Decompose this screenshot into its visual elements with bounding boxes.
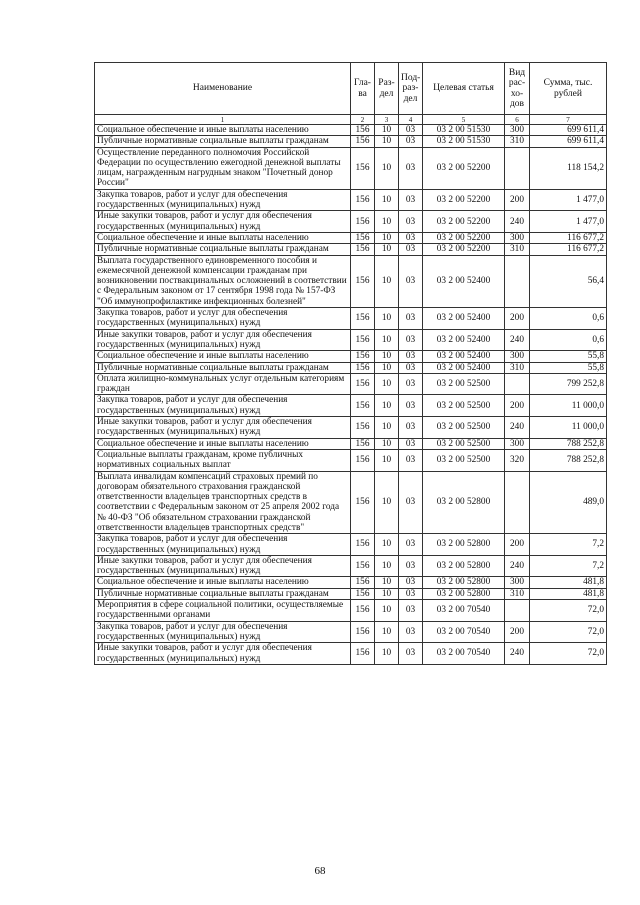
table-row [95, 471, 607, 534]
row-target-article: 03 2 00 51530 [423, 125, 505, 136]
row-expense-type: 310 [505, 136, 530, 147]
row-target-article: 03 2 00 52400 [423, 362, 505, 373]
row-podrazdel: 03 [399, 147, 423, 189]
row-amount: 489,0 [530, 471, 607, 534]
row-expense-type [505, 600, 530, 622]
row-glava: 156 [351, 417, 375, 439]
row-name: Социальные выплаты гражданам, кроме публичных нормативных социальных выплат [95, 449, 351, 471]
row-expense-type: 300 [505, 232, 530, 243]
row-target-article: 03 2 00 52200 [423, 244, 505, 255]
row-expense-type: 300 [505, 125, 530, 136]
row-razdel: 10 [375, 351, 399, 362]
table-row [95, 621, 607, 643]
header-row [95, 63, 607, 115]
row-expense-type: 200 [505, 621, 530, 643]
row-expense-type: 240 [505, 643, 530, 665]
row-target-article: 03 2 00 52500 [423, 373, 505, 395]
header-name: Наименование [95, 63, 351, 115]
row-podrazdel: 03 [399, 555, 423, 577]
row-amount: 1 477,0 [530, 189, 607, 211]
row-amount: 0,6 [530, 308, 607, 330]
row-name: Иные закупки товаров, работ и услуг для обеспечения государственных (муниципальных) нужд [95, 329, 351, 351]
row-razdel: 10 [375, 621, 399, 643]
row-expense-type: 200 [505, 308, 530, 330]
column-number: 7 [530, 115, 607, 125]
row-amount: 0,6 [530, 329, 607, 351]
row-expense-type [505, 471, 530, 534]
row-glava: 156 [351, 588, 375, 599]
header-statya: Целевая статья [423, 63, 505, 115]
table-row [95, 308, 607, 330]
row-target-article: 03 2 00 52200 [423, 147, 505, 189]
row-glava: 156 [351, 232, 375, 243]
row-name: Иные закупки товаров, работ и услуг для обеспечения государственных (муниципальных) нужд [95, 555, 351, 577]
row-podrazdel: 03 [399, 189, 423, 211]
row-amount: 481,8 [530, 577, 607, 588]
table-row [95, 395, 607, 417]
row-razdel: 10 [375, 438, 399, 449]
column-number: 4 [399, 115, 423, 125]
table-row [95, 136, 607, 147]
row-expense-type: 310 [505, 588, 530, 599]
row-name: Закупка товаров, работ и услуг для обеспечения государственных (муниципальных) нужд [95, 308, 351, 330]
row-amount: 56,4 [530, 255, 607, 307]
row-name: Публичные нормативные социальные выплаты гражданам [95, 244, 351, 255]
row-expense-type: 300 [505, 438, 530, 449]
row-expense-type [505, 373, 530, 395]
table-row [95, 417, 607, 439]
table-row [95, 577, 607, 588]
table-row [95, 125, 607, 136]
row-amount: 55,8 [530, 362, 607, 373]
row-razdel: 10 [375, 211, 399, 233]
row-razdel: 10 [375, 643, 399, 665]
row-target-article: 03 2 00 70540 [423, 600, 505, 622]
header-razdel: Раз-дел [375, 63, 399, 115]
row-glava: 156 [351, 189, 375, 211]
row-amount: 7,2 [530, 555, 607, 577]
table-row [95, 588, 607, 599]
row-glava: 156 [351, 600, 375, 622]
row-podrazdel: 03 [399, 449, 423, 471]
table-row [95, 600, 607, 622]
row-podrazdel: 03 [399, 255, 423, 307]
row-target-article: 03 2 00 52400 [423, 329, 505, 351]
row-name: Социальное обеспечение и иные выплаты населению [95, 125, 351, 136]
table-row [95, 351, 607, 362]
row-target-article: 03 2 00 52400 [423, 308, 505, 330]
row-glava: 156 [351, 211, 375, 233]
row-target-article: 03 2 00 52400 [423, 351, 505, 362]
row-glava: 156 [351, 534, 375, 556]
row-amount: 7,2 [530, 534, 607, 556]
row-target-article: 03 2 00 52800 [423, 577, 505, 588]
row-razdel: 10 [375, 362, 399, 373]
row-razdel: 10 [375, 189, 399, 211]
row-razdel: 10 [375, 534, 399, 556]
row-podrazdel: 03 [399, 211, 423, 233]
row-expense-type: 300 [505, 577, 530, 588]
row-glava: 156 [351, 555, 375, 577]
row-glava: 156 [351, 395, 375, 417]
row-glava: 156 [351, 373, 375, 395]
table-row [95, 373, 607, 395]
row-name: Иные закупки товаров, работ и услуг для обеспечения государственных (муниципальных) нужд [95, 211, 351, 233]
row-glava: 156 [351, 449, 375, 471]
row-glava: 156 [351, 471, 375, 534]
table-row [95, 438, 607, 449]
row-amount: 788 252,8 [530, 449, 607, 471]
row-razdel: 10 [375, 555, 399, 577]
row-amount: 116 677,2 [530, 232, 607, 243]
row-name: Осуществление переданного полномочия Российской Федерации по осуществлению ежегодной денежной выплаты лицам, награжденным нагрудным знаком "Почетный донор России" [95, 147, 351, 189]
row-glava: 156 [351, 255, 375, 307]
row-expense-type: 200 [505, 189, 530, 211]
row-razdel: 10 [375, 147, 399, 189]
table-row [95, 534, 607, 556]
page-number: 68 [314, 865, 326, 877]
row-glava: 156 [351, 308, 375, 330]
row-podrazdel: 03 [399, 588, 423, 599]
row-name: Публичные нормативные социальные выплаты гражданам [95, 136, 351, 147]
row-podrazdel: 03 [399, 534, 423, 556]
row-razdel: 10 [375, 588, 399, 599]
row-glava: 156 [351, 147, 375, 189]
row-razdel: 10 [375, 244, 399, 255]
row-razdel: 10 [375, 308, 399, 330]
row-target-article: 03 2 00 70540 [423, 643, 505, 665]
row-podrazdel: 03 [399, 471, 423, 534]
row-razdel: 10 [375, 577, 399, 588]
row-amount: 799 252,8 [530, 373, 607, 395]
row-name: Выплата инвалидам компенсаций страховых премий по договорам обязательного страхования гражданской ответственности владельцев транспортных средств в соответствии с Федеральным законом от 25 апреля 2002 года № 40-ФЗ "Об обязательном страховании гражданской ответственности владельцев транспортных средств" [95, 471, 351, 534]
table-row [95, 329, 607, 351]
row-razdel: 10 [375, 125, 399, 136]
row-amount: 699 611,4 [530, 125, 607, 136]
row-razdel: 10 [375, 329, 399, 351]
table-row [95, 211, 607, 233]
row-expense-type: 200 [505, 395, 530, 417]
row-podrazdel: 03 [399, 308, 423, 330]
row-amount: 55,8 [530, 351, 607, 362]
header-podrazdel: Под-раз-дел [399, 63, 423, 115]
row-name: Иные закупки товаров, работ и услуг для обеспечения государственных (муниципальных) нужд [95, 417, 351, 439]
row-amount: 11 000,0 [530, 395, 607, 417]
row-target-article: 03 2 00 52200 [423, 232, 505, 243]
row-razdel: 10 [375, 600, 399, 622]
row-podrazdel: 03 [399, 577, 423, 588]
table-row [95, 147, 607, 189]
row-name: Выплата государственного единовременного пособия и ежемесячной денежной компенсации гражданам при возникновении поствакцинальных осложнений в соответствии с Федеральным законом от 17 сентября 1998 года № 157-ФЗ "Об иммунопрофилактике инфекционных болезней" [95, 255, 351, 307]
row-target-article: 03 2 00 52500 [423, 449, 505, 471]
row-razdel: 10 [375, 373, 399, 395]
column-number: 3 [375, 115, 399, 125]
row-podrazdel: 03 [399, 438, 423, 449]
row-glava: 156 [351, 577, 375, 588]
row-name: Закупка товаров, работ и услуг для обеспечения государственных (муниципальных) нужд [95, 189, 351, 211]
row-expense-type: 240 [505, 211, 530, 233]
row-podrazdel: 03 [399, 373, 423, 395]
column-number-row [95, 115, 607, 125]
column-number: 5 [423, 115, 505, 125]
row-razdel: 10 [375, 471, 399, 534]
row-name: Социальное обеспечение и иные выплаты населению [95, 438, 351, 449]
header-vid: Вид рас-хо-дов [505, 63, 530, 115]
row-name: Публичные нормативные социальные выплаты гражданам [95, 362, 351, 373]
row-podrazdel: 03 [399, 395, 423, 417]
row-target-article: 03 2 00 52500 [423, 438, 505, 449]
row-glava: 156 [351, 621, 375, 643]
column-number: 6 [505, 115, 530, 125]
row-expense-type: 200 [505, 534, 530, 556]
row-expense-type: 320 [505, 449, 530, 471]
table-row [95, 244, 607, 255]
row-expense-type: 310 [505, 362, 530, 373]
row-razdel: 10 [375, 449, 399, 471]
row-podrazdel: 03 [399, 244, 423, 255]
row-target-article: 03 2 00 52200 [423, 211, 505, 233]
table-body [95, 125, 607, 665]
row-expense-type [505, 255, 530, 307]
row-glava: 156 [351, 136, 375, 147]
row-podrazdel: 03 [399, 621, 423, 643]
row-podrazdel: 03 [399, 600, 423, 622]
table-row [95, 189, 607, 211]
row-amount: 481,8 [530, 588, 607, 599]
row-expense-type: 310 [505, 244, 530, 255]
row-target-article: 03 2 00 51530 [423, 136, 505, 147]
row-target-article: 03 2 00 52800 [423, 471, 505, 534]
column-number: 2 [351, 115, 375, 125]
row-expense-type [505, 147, 530, 189]
row-razdel: 10 [375, 136, 399, 147]
budget-table [94, 62, 607, 665]
row-podrazdel: 03 [399, 136, 423, 147]
row-amount: 118 154,2 [530, 147, 607, 189]
row-name: Иные закупки товаров, работ и услуг для обеспечения государственных (муниципальных) нужд [95, 643, 351, 665]
row-target-article: 03 2 00 52800 [423, 555, 505, 577]
row-amount: 72,0 [530, 600, 607, 622]
table-row [95, 362, 607, 373]
table-row [95, 555, 607, 577]
row-razdel: 10 [375, 232, 399, 243]
row-podrazdel: 03 [399, 125, 423, 136]
row-razdel: 10 [375, 255, 399, 307]
row-amount: 72,0 [530, 643, 607, 665]
row-amount: 699 611,4 [530, 136, 607, 147]
row-amount: 11 000,0 [530, 417, 607, 439]
row-amount: 1 477,0 [530, 211, 607, 233]
row-glava: 156 [351, 351, 375, 362]
row-name: Оплата жилищно-коммунальных услуг отдельным категориям граждан [95, 373, 351, 395]
row-glava: 156 [351, 329, 375, 351]
row-podrazdel: 03 [399, 643, 423, 665]
table-row [95, 232, 607, 243]
row-name: Социальное обеспечение и иные выплаты населению [95, 577, 351, 588]
row-target-article: 03 2 00 70540 [423, 621, 505, 643]
row-name: Публичные нормативные социальные выплаты гражданам [95, 588, 351, 599]
row-target-article: 03 2 00 52500 [423, 395, 505, 417]
row-glava: 156 [351, 244, 375, 255]
row-glava: 156 [351, 643, 375, 665]
table-row [95, 643, 607, 665]
row-target-article: 03 2 00 52800 [423, 588, 505, 599]
row-target-article: 03 2 00 52400 [423, 255, 505, 307]
header-summa: Сумма, тыс. рублей [530, 63, 607, 115]
row-expense-type: 240 [505, 417, 530, 439]
row-amount: 788 252,8 [530, 438, 607, 449]
header-glava: Гла-ва [351, 63, 375, 115]
row-name: Закупка товаров, работ и услуг для обеспечения государственных (муниципальных) нужд [95, 395, 351, 417]
row-name: Закупка товаров, работ и услуг для обеспечения государственных (муниципальных) нужд [95, 534, 351, 556]
row-expense-type: 240 [505, 555, 530, 577]
row-name: Социальное обеспечение и иные выплаты населению [95, 351, 351, 362]
row-expense-type: 300 [505, 351, 530, 362]
row-glava: 156 [351, 125, 375, 136]
row-amount: 72,0 [530, 621, 607, 643]
table-row [95, 449, 607, 471]
row-target-article: 03 2 00 52800 [423, 534, 505, 556]
table-row [95, 255, 607, 307]
row-razdel: 10 [375, 395, 399, 417]
row-name: Социальное обеспечение и иные выплаты населению [95, 232, 351, 243]
column-number: 1 [95, 115, 351, 125]
row-target-article: 03 2 00 52200 [423, 189, 505, 211]
row-name: Закупка товаров, работ и услуг для обеспечения государственных (муниципальных) нужд [95, 621, 351, 643]
row-expense-type: 240 [505, 329, 530, 351]
row-target-article: 03 2 00 52500 [423, 417, 505, 439]
row-glava: 156 [351, 362, 375, 373]
row-podrazdel: 03 [399, 351, 423, 362]
row-podrazdel: 03 [399, 329, 423, 351]
row-podrazdel: 03 [399, 417, 423, 439]
row-podrazdel: 03 [399, 362, 423, 373]
row-glava: 156 [351, 438, 375, 449]
row-podrazdel: 03 [399, 232, 423, 243]
row-razdel: 10 [375, 417, 399, 439]
row-name: Мероприятия в сфере социальной политики, осуществляемые государственными органами [95, 600, 351, 622]
row-amount: 116 677,2 [530, 244, 607, 255]
